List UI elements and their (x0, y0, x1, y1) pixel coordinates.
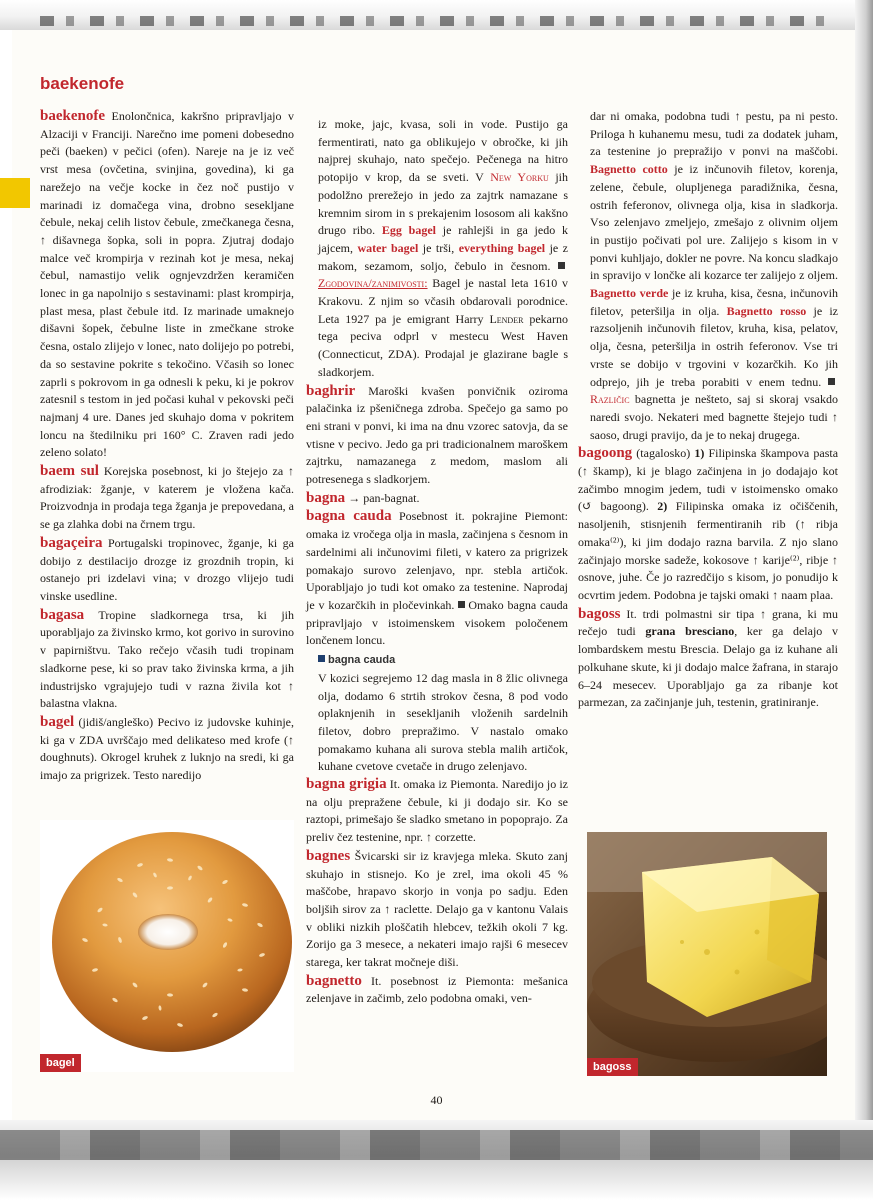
scan-top-edge (40, 16, 840, 26)
sense-number: 1) (694, 446, 705, 461)
headword: bagna (306, 489, 346, 506)
entry-text: Filipinska škampova pasta (↑ škamp), ki je blago začinjena in jo dodajajo kot začimbo mnogim jedem, tudi v istoimensko omako (↺ bagoong). (578, 446, 839, 514)
entry-bagoss (578, 606, 838, 712)
entry-bagoong (578, 445, 838, 604)
cheese-illustration (587, 832, 827, 1076)
entry-text: Portugalski tropinovec, žganje, ki ga dobijo z destilacijo drozge iz grozdnih tropin, ki ostanejo pri izdelavi vina; v drozgo vlijejo tudi vinske usedline. (40, 535, 294, 603)
entry-bagaceira (40, 535, 294, 606)
running-head: baekenofe (40, 74, 125, 93)
column-2 (306, 116, 568, 1009)
entry-bagna-cauda (306, 508, 568, 650)
bold-term: grana bresciano (645, 624, 735, 639)
entry-text: (tagalosko) (636, 446, 691, 461)
headword: bagoss (578, 605, 621, 622)
recipe-title: bagna cauda (328, 654, 396, 667)
bagoss-caption: bagoss (587, 1058, 638, 1076)
entry-text: Omako bagna cauda pripravljajo v istoimenskem visokem poločenem lončenem loncu. (306, 597, 569, 648)
entry-bagel-continued (306, 116, 568, 382)
entry-bagna (306, 490, 568, 508)
bagel-photo (40, 820, 294, 1072)
entry-baem-sul (40, 463, 294, 534)
column-1 (40, 108, 294, 786)
section-marker-icon (828, 378, 835, 385)
headword: baekenofe (40, 108, 105, 124)
column-3 (578, 108, 838, 713)
scan-right-border (855, 0, 873, 1200)
recipe-text: V kozici segrejemo 12 dag masla in 8 žlic olivnega olja, dodamo 6 strtih strokov česna, 8 pod vodo oplaknjenih in sesekljanih vloženih sardelnih filetov, dobro prepražimo. V nastalo omako pomakamo kuhana ali surova stebla malih artičok, kuhane cvetove cvetače in drugo zelenjavo. (318, 670, 568, 774)
headword: bagel (40, 713, 75, 730)
entry-text: Filipinska omaka iz očiščenih, nasoljenih, stisnjenih fermentiranih rib (↑ ribja omaka⁽²⁾), ki jim dodajo razna barvila. Z njo slano začinjajo morske sadeže, kokosove ↑ karije⁽²⁾, ribje ↑ osnove, juhe. Če jo razredčijo s kisom, jo ponudijo k ocvrtim jedem. Podobna je tajski omaki ↑ naam plaa. (578, 499, 839, 602)
entry-text: je trši, (422, 240, 455, 255)
entry-text: iz moke, jajc, kvasa, soli in vode. Pustijo ga fermentirati, nato ga oblikujejo v obročke, ki jih najprej skuhajo, nato spečejo. Pečenega na hitro potopijo v krop, da se sveti. V (318, 117, 568, 185)
recipe-heading (306, 652, 568, 670)
entry-text: → pan-bagnat. (348, 490, 420, 505)
bagoss-photo (587, 832, 827, 1076)
entry-bagna-grigia (306, 776, 568, 847)
entry-baekenofe (40, 108, 294, 462)
headword: bagasa (40, 606, 85, 623)
entry-text: It. posebnost iz Piemonta: mešanica zelenjave in začimb, zelo podobna omaki, ven- (306, 973, 568, 1006)
headword: baghrir (306, 382, 356, 399)
entry-text: dar ni omaka, podobna tudi ↑ pestu, pa ni pesto. Priloga h kuhanemu mesu, tudi za dodatek juham, za testenine jo prepražijo v ponvi na maščobi. (590, 109, 838, 159)
headword: bagoong (578, 445, 633, 462)
entry-text: It. trdi polmastni sir tipa ↑ grana, ki mu rečejo tudi (578, 606, 839, 639)
entry-baghrir (306, 383, 568, 489)
subheadword-egg-bagel: Egg bagel (381, 223, 437, 238)
entry-bagasa (40, 607, 294, 713)
entry-text: Tropine sladkornega trsa, ki jih uporabljajo za živinsko krmo, kot gorivo in surovino v papirništvu. Tako rečejo včasih tudi tropinam sladkorne pese, ki so prav tako živinska krma, a jih industrijsko vgrajujejo tudi v razna živila kot ↑ balastna vlakna. (40, 607, 294, 711)
headword: bagaçeira (40, 534, 103, 551)
entry-text: pekarno tega peciva odprl v mestecu West Haven (Connecticut, ZDA). Prodajal je glazirane bagle s sladkorjem. (318, 311, 569, 379)
entry-text: je iz kruha, kisa, česna, inčunovih filetov, peteršilja in olja. (590, 286, 839, 318)
headword: bagnes (306, 847, 351, 864)
subheadword-everything-bagel: everything bagel (458, 240, 546, 255)
bagel-illustration (40, 820, 294, 1072)
entry-bagnes (306, 848, 568, 972)
entry-text: Švicarski sir iz kravjega mleka. Skuto zanj skuhajo in stisnejo. Ko je zrel, ima okoli 45 % maščobe, hrapavo skorjo in vonja po sadju. Eden boljših sirov za ↑ raclette. Delajo ga v kantonu Valais v obliki nizkih ploščatih hlebcev, težkih okoli 7 kg. Zorijo ga 3 mesece, a nekateri imajo rajši 6 mesecev starega, ker takrat močneje diši. (306, 848, 569, 970)
entry-text: Posebnost it. pokrajine Piemont: omaka iz vročega olja in masla, začinjena s česnom in sardelnimi ali inčunovimi fileti, v katero za prigrizek pomakajo surovo zelenjavo, npr. stebla artičok. Uporabljajo jo tudi kot omako za testenine. Naprodaj je v kozarčkih in pločevinkah. (306, 509, 568, 612)
thumb-index-tab (0, 178, 30, 208)
entry-text: je z makom, sezamom, soljo, čebulo in česnom. (318, 240, 569, 273)
subheadword-water-bagel: water bagel (357, 240, 419, 255)
entry-text: (jidiš/angleško) Pecivo iz judovske kuhinje, ki ga v ZDA uvrščajo med delikateso med krofe (↑ doughnuts). Okrogel kruhek z luknjo na sredi, ki ga imajo za prigrizek. Testo naredijo (40, 714, 294, 783)
entry-text: je rahlejši in ga jedo k jajcem, (318, 223, 568, 255)
entry-text: It. omaka iz Piemonta. Naredijo jo iz na olju prepražene čebule, ki ji dodajo sir. Ko se raztopi, primešajo še sladko smetano in popoprajo. Za preliv čez testenine, npr. ↑ corzette. (306, 777, 569, 845)
page-number: 40 (430, 1093, 443, 1107)
sense-number: 2) (657, 499, 668, 514)
headword: bagna grigia (306, 776, 387, 793)
entry-text: je iz razsoljenih inčunovih filetov, kruha, kisa, pelatov, olja, česna, peteršilja in ostrih feferonov. Vse tri vrste se dobijo v trgovini v kozarčkih. Ko jih odprejo, jih je treba porabiti v enem tednu. (590, 303, 838, 389)
entry-text: Maroški kvašen ponvičnik oziroma palačinka iz pšeničnega zdroba. Spečejo ga samo po eni strani v ponvi, ki ima na dnu vzorec satovja, da se vtisne v pecivo. Jedo ga pri tradicionalnem maroškem zajtrku, namazanega z medom, maslom ali potresenega s sladkorjem. (306, 383, 568, 487)
section-marker-icon (458, 601, 465, 608)
entry-text: Enolončnica, kakršno pripravljajo v Alzaciji v Franciji. Narečno ime pomeni dobesedno peči (baeken) v pečici (ofen). Nareje na je iz več vrst mesa (ovčetina, svinjina, govedina), ki ga narežejo na večje kocke in čez noč pustijo v marinadi iz domačega vina, drobno sesekljane čebule, nekaj celih listov čebule, zmečkanega česna, ↑ dišavnega šopka, soli in popra. Zjutraj dodajo malce več krompirja v rezinah kot je mesa, nekaj čebul, namastijo velik ognjevzdržen keramičen lonec in ga napolnijo s sestavinami: plast krompirja, plast mesa, plast čebule itd. Iz marinade umaknejo dišavni šopek, čebulne liste in zmečkane stroke česna, ostalo zlijejo v lonec, nato dolijejo po potrebi, da so sestavine pokrite s tekočino. Včasih so lonec zaprli s pokrovom in ga odnesli k peku, ki je pokrov zatesnil s testom in jed počasi kuhal v pekovski peči najmanj 4 ure. Danes jed skuhajo doma v pokritem loncu na štedilniku pri 160° C. Zraven radi jedo zeleno solato! (40, 109, 294, 460)
section-label-variants: Različic (590, 392, 630, 407)
entry-text: je iz inčunovih filetov, korenja, zelene, čebule, olupljenega paradižnika, česna, ostrih feferonov, olivnega olja, kisa in sladkorja. Vso zelenjavo zmeljejo, zmešajo z olivnim oljem in pustijo počivati pol ure. Zalijejo s kisom in v ponvi kuhljajo, dokler ne povre. Na koncu sladkajo in spravijo v lončke ali kozarce ter zalijejo z oljem. (590, 162, 839, 283)
entry-bagnetto-continued (578, 108, 838, 444)
entry-text: , ker ga delajo v lombardskem mestu Brescia. Delajo ga iz kuhane ali polkuhane skute, ki ji dodajo malce žafrana, in starajo 6–24 mesecev. Uporabljajo ga za ribanje kot parmezan, za začinjanje juh, testenin, gratiniranje. (578, 624, 838, 710)
entry-bagel (40, 714, 294, 785)
scan-bottom-edge (0, 1130, 873, 1160)
cross-ref-new-york: New Yorku (490, 170, 549, 185)
entry-text: bagnetta je nešteto, saj si skoraj vsakdo naredi svojo. Nekateri med bagnette štejejo tudi ↑ saoso, drugi pravijo, da je to nekaj drugega. (590, 392, 839, 442)
subheadword-bagnetto-cotto: Bagnetto cotto (590, 162, 668, 177)
headword: bagna cauda (306, 508, 392, 525)
entry-text: jih podolžno prerežejo in jedo za zajtrk namazane s kremnim sirom in s prekajenim lososom ali kakšno drugo ribo. (318, 170, 569, 238)
subheadword-bagnetto-rosso: Bagnetto rosso (726, 303, 807, 318)
entry-text: Korejska posebnost, ki jo štejejo za ↑ afrodiziak: žganje, v katerem je vložena kača. Proizvodnja in prodaja tega žganja je prepovedana, a se ga zlahka dobi na črnem trgu. (40, 464, 295, 532)
recipe-marker-icon (318, 655, 325, 662)
person-name: Lender (489, 311, 524, 326)
section-label-history: Zgodovina/zanimivosti: (318, 276, 428, 291)
headword: bagnetto (306, 972, 362, 989)
bagel-caption: bagel (40, 1054, 81, 1072)
section-marker-icon (558, 262, 565, 269)
subheadword-bagnetto-verde: Bagnetto verde (590, 286, 669, 301)
headword: baem sul (40, 463, 99, 480)
entry-bagnetto (306, 973, 568, 1008)
entry-text: Bagel je nastal leta 1610 v Krakovu. Z njim so včasih obdarovali porodnice. Leta 1927 pa je emigrant Harry (318, 276, 568, 326)
